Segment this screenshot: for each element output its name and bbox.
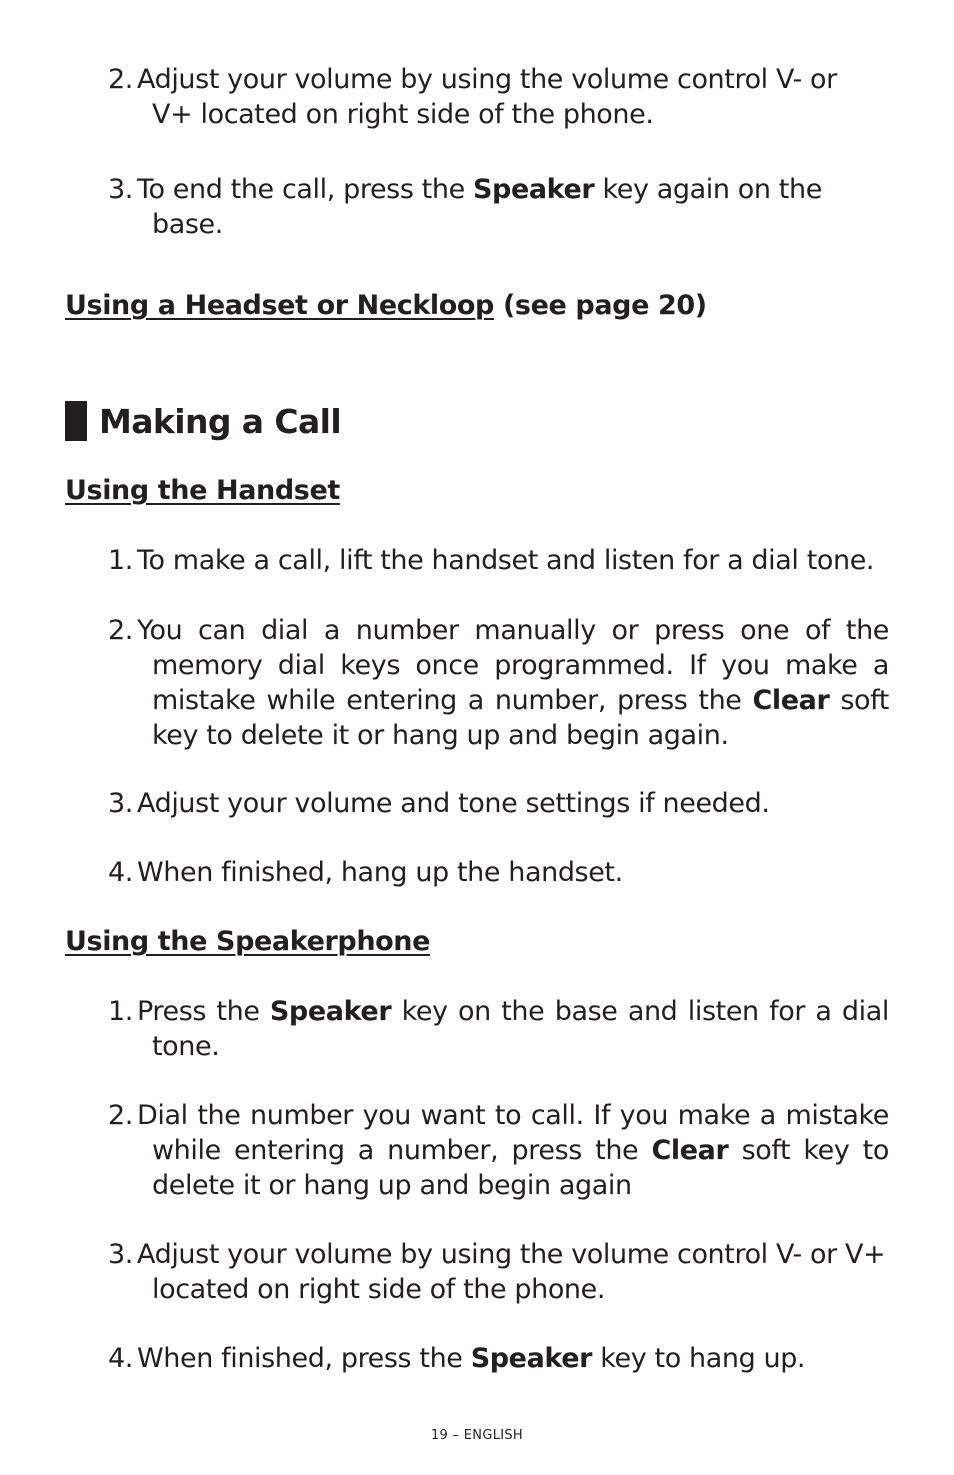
list-text: [108, 786, 889, 821]
list-text: [108, 855, 889, 890]
text-run: You can dial a number manually or press one of the memory dial keys once programmed. If you make a mistake while entering a number, press the: [137, 615, 889, 716]
list-text: [108, 172, 843, 242]
headset-reference: [65, 288, 707, 323]
list-number: 4.: [108, 1343, 133, 1374]
text-run: To make a call, lift the handset and listen for a dial tone.: [137, 545, 875, 576]
list-item: [108, 855, 889, 890]
section-title-text: Making a Call: [99, 401, 342, 441]
subsection-heading-text: Using the Speakerphone: [65, 926, 431, 957]
bold-term: Speaker: [269, 996, 392, 1027]
list-number: 2.: [108, 64, 133, 95]
list-text: [108, 1341, 889, 1376]
list-text: [108, 62, 868, 132]
headset-reference-link[interactable]: Using a Headset or Neckloop: [65, 290, 494, 321]
text-run: Adjust your volume and tone settings if needed.: [137, 788, 770, 819]
list-text: [108, 994, 889, 1064]
list-item: [108, 786, 889, 821]
text-run: Adjust your volume by using the volume control V- or V+ located on right side of the phone.: [137, 1239, 886, 1305]
list-item: [108, 172, 843, 242]
bold-term: Speaker: [472, 174, 595, 205]
list-item: [108, 1098, 889, 1203]
page-footer: 19 – ENGLISH: [430, 1428, 524, 1443]
text-run: When finished, hang up the handset.: [137, 857, 623, 888]
text-run: Press the: [137, 996, 270, 1027]
text-run: When finished, press the: [137, 1343, 471, 1374]
text-run: Adjust your volume by using the volume control V- or V+ located on right side of the phone.: [137, 64, 837, 130]
text-run: key on the base and listen for a dial tone.: [152, 996, 889, 1062]
text-run: key again on the base.: [152, 174, 822, 240]
list-number: 4.: [108, 857, 133, 888]
bold-term: Speaker: [470, 1343, 593, 1374]
list-number: 3.: [108, 1239, 133, 1270]
list-number: 2.: [108, 1100, 133, 1131]
list-number: 2.: [108, 615, 133, 646]
section-marker: [65, 401, 87, 441]
text-run: key to hang up.: [592, 1343, 806, 1374]
list-number: 3.: [108, 174, 133, 205]
text-run: Dial the number you want to call. If you make a mistake while entering a number, press the: [137, 1100, 889, 1166]
list-text: [108, 1098, 889, 1203]
text-run: To end the call, press the: [137, 174, 473, 205]
list-text: [108, 543, 889, 578]
list-text: [108, 613, 889, 753]
list-item: [108, 613, 889, 753]
text-run: soft key to delete it or hang up and begin again: [152, 1135, 889, 1201]
list-item: [108, 1341, 889, 1376]
subsection-heading-text: Using the Handset: [65, 475, 340, 506]
list-item: [108, 994, 889, 1064]
subsection-heading-handset: [65, 473, 340, 508]
subsection-heading-speakerphone: [65, 924, 430, 959]
list-number: 1.: [108, 545, 133, 576]
list-number: 1.: [108, 996, 133, 1027]
bold-term: Clear: [752, 685, 830, 716]
headset-reference-suffix: (see page 20): [493, 290, 707, 321]
list-item: [108, 62, 868, 132]
list-number: 3.: [108, 788, 133, 819]
text-run: soft key to delete it or hang up and begin again.: [152, 685, 889, 751]
bold-term: Clear: [651, 1135, 729, 1166]
section-title: [65, 400, 341, 442]
list-text: [108, 1237, 889, 1307]
list-item: [108, 543, 889, 578]
list-item: [108, 1237, 889, 1307]
